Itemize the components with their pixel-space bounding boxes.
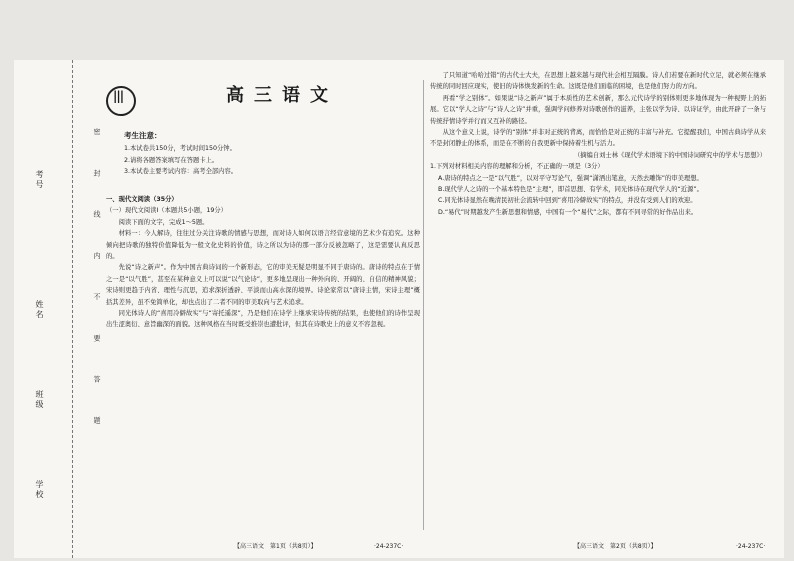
- question-stem: 1.下列对材料相关内容的理解和分析，不正确的一项是（3分）: [430, 163, 604, 171]
- right-column: [430, 70, 766, 218]
- paragraph: 材料一：今人解诗，往往过分关注诗歌的情感与思想，而对诗人如何以语言经营意境的艺术少有追究。这种倾向把诗歌的独特价值降低为一般文化史料的价值，诗之所以为诗的那一部分反被忽略了，这是需要认真反思的。: [106, 230, 420, 261]
- label-kaohao: 考号: [35, 170, 44, 190]
- paragraph: 再看“学之别体”。如果说“诗之新声”属于本质性的艺术创新，那么元代诗学的别体则更多地体现为一种视野上的拓展。它以“学人之诗”与“诗人之诗”并重，强调学问修养对诗歌创作的滋养，主张以学为诗、以诗证学，由此开辟了一条与传统抒情诗学并行而又互补的路径。: [430, 94, 766, 125]
- notice-heading: 考生注意：: [124, 131, 162, 140]
- notice-item: 3.本试卷主要考试内容：高考全部内容。: [124, 168, 238, 176]
- paragraph: 从这个意义上说，诗学的“别体”并非对正统的背离，而恰恰是对正统的丰富与补充。它提醒我们，中国古典诗学从来不是封闭静止的体系，而是在不断的自我更新中保持着生机与活力。: [430, 129, 766, 148]
- paragraph: 同光体诗人的“喜用冷僻故实”与“寄托遥深”，乃是他们在诗学上继承宋诗传统的结果，也使他们的诗作呈现出生涩奥衍、意旨幽深的面貌。这种风格在当时既受推崇也遭批评，但其在诗歌史上的意义不容忽视。: [106, 310, 420, 329]
- source-citation: （摘编自刘士林《现代学术语境下的中国诗词研究中的学术与思想》）: [573, 151, 766, 159]
- page-footer: 【高三语文 第1页（共8页）】: [234, 543, 317, 550]
- paragraph: 先说“诗之新声”。作为中国古典诗词的一个新形态，它的审美无疑是明显不同于唐诗的。唐诗的特点在于情之一是“以气胜”，甚至在某种意义上可以说“以气论诗”，更多地呈现出一种外向的、开阔的、自信的精神风貌；宋诗则更趋于内省、理性与沉思，追求深折透辟、平淡而山高水深的境界。诗论家常以“唐诗主情，宋诗主理”概括其差异，虽不免简单化，却也点出了二者不同的审美取向与艺术追求。: [106, 264, 420, 306]
- column-divider: [423, 80, 424, 530]
- notice-box: [124, 130, 334, 178]
- label-xuexiao: 学校: [35, 480, 44, 500]
- exam-sheet: [14, 60, 784, 558]
- seal-line-text: 密 封 线 内 不 要 答 题: [93, 128, 101, 440]
- page-footer: 【高三语文 第2页（共8页）】: [574, 543, 657, 550]
- label-xingming: 姓名: [35, 300, 44, 320]
- instruction: 阅读下面的文字，完成1～5题。: [118, 218, 209, 226]
- subsection-heading: （一）现代文阅读Ⅰ（本题共5小题，19分）: [106, 207, 227, 215]
- option-d: D.“易代”时期越发产生新思想和情感，中国有一个“易代”之际，都有不同寻常的好作品出来。: [438, 208, 698, 216]
- notice-item: 2.请将各题答案填写在答题卡上。: [124, 156, 219, 164]
- page-code: ·24-237C·: [736, 543, 766, 550]
- option-c: C.同光体诗显然在晚清民初社会流转中回到“喜用冷僻故实”的特点，并没有受到人们的欢迎。: [438, 197, 697, 205]
- page-code: ·24-237C·: [374, 543, 404, 550]
- publisher-logo-icon: [106, 86, 136, 116]
- seal-margin: [14, 60, 73, 558]
- section-heading: 一、现代文阅读（35分）: [106, 196, 178, 203]
- option-a: A.唐诗的特点之一是“以气胜”，以对平守写论气，强调“潇洒出笔意，天然去雕饰”的审美理想。: [438, 174, 703, 182]
- reading-section: [106, 194, 420, 331]
- option-b: B.现代学人之诗的一个基本特色是“主理”，即首思想、有学术，同光体诗在现代学人的“近源”。: [438, 186, 703, 194]
- paragraph: 了只知道“哈哈过错”的古代士大夫，在思想上越来越与现代社会相互隔膜。诗人们若要在新时代立足，就必须在继承传统的同时回应现实，使旧的诗体焕发新的生命。这既是他们面临的困境，也是他们努力的方向。: [430, 72, 766, 91]
- page-title: 高三语文: [226, 85, 338, 106]
- notice-item: 1.本试卷共150分，考试时间150分钟。: [124, 145, 236, 153]
- label-banji: 班级: [35, 390, 44, 410]
